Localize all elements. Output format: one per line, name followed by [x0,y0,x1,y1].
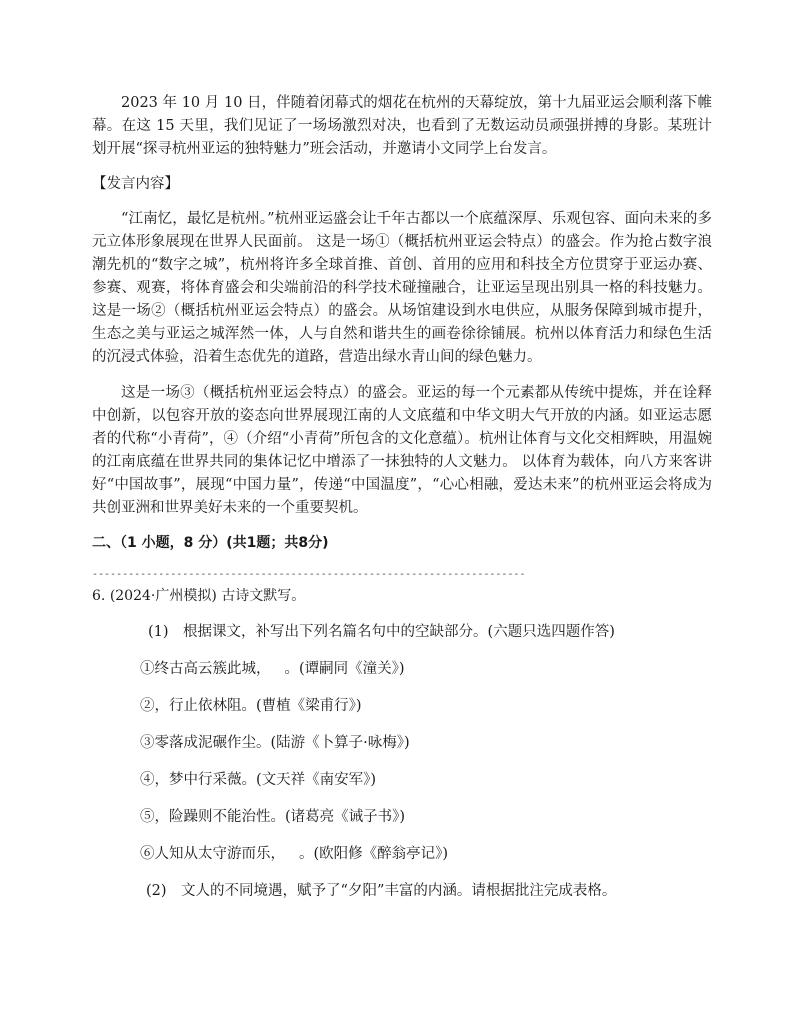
item-source: ，险躁则不能治性。(诸葛亮《诫子书》) [154,809,406,825]
item-text: ③零落成泥碾作尘。 [140,735,271,751]
item-source: 。(欧阳修《醉翁亭记》) [299,846,449,862]
sub-question-1: (1) 根据课文，补写出下列名篇名句中的空缺部分。(六题只选四题作答) [148,624,615,640]
document-page [92,92,712,917]
item-text: ⑤ [140,809,155,825]
item-source: 。(谭嗣同《潼关》) [284,661,405,677]
question-number: 6. [92,588,106,604]
speech-paragraph-1: “江南忆，最忆是杭州。”杭州亚运盛会让千年古都以一个底蕴深厚、乐观包容、面向未来的多元立体形象展现在世界人民面前。 这是一场①（概括杭州亚运会特点）的盛会。作为抢占数字浪潮先机的“数字之城”，杭州将许多全球首推、首创、首用的应用和科技全方位贯穿于亚运办赛、参赛、观赛，将体育盛会和尖端前沿的科学技术碰撞融合，让亚运呈现出别具一格的科技魅力。 这是一场②（概括杭州亚运会特点）的盛会。从场馆建设到水电供应，从服务保障到城市提升，生态之美与亚运之城浑然一体，人与自然和谐共生的画卷徐徐铺展。杭州以体育活力和绿色生活的沉浸式体验，沿着生态优先的道路，营造出绿水青山间的绿色魅力。 [92,211,712,365]
section-two-heading: 二、（1 小题，8 分）(共1题；共8分) [92,535,329,551]
recitation-item-1 [140,658,712,680]
item-source: ，行止依林阻。(曹植《梁甫行》) [154,698,362,714]
speech-heading: 【发言内容】 [92,176,179,192]
item-source: (陆游《卜算子·咏梅》) [270,735,410,751]
intro-paragraph: 2023 年 10 月 10 日，伴随着闭幕式的烟花在杭州的天幕绽放，第十九届亚运会顺利落下帷幕。在这 15 天里，我们见证了一场场激烈对决，也看到了无数运动员顽强拼搏的身影。某班计划开展“探寻杭州亚运的独特魅力”班会活动，并邀请小文同学上台发言。 [92,95,712,157]
item-text: ④ [140,772,155,788]
question-source: (2024·广州模拟) [109,588,217,604]
recitation-item-5 [140,806,712,828]
sub-question-2: (2) 文人的不同境遇，赋予了“夕阳”丰富的内涵。请根据批注完成表格。 [146,883,617,899]
recitation-item-6 [140,843,712,865]
recitation-item-3 [140,732,712,754]
recitation-item-2 [140,695,712,717]
item-source: ，梦中行采薇。(文天祥《南安军》) [154,772,377,788]
speech-paragraph-2: 这是一场③（概括杭州亚运会特点）的盛会。亚运的每一个元素都从传统中提炼，并在诠释中创新，以包容开放的姿态向世界展现江南的人文底蕴和中华文明大气开放的内涵。如亚运志愿者的代称“小青荷”，④（介绍“小青荷”所包含的文化意蕴）。杭州让体育与文化交相辉映，用温婉的江南底蕴在世界共同的集体记忆中增添了一抹独特的人文魅力。 以体育为载体，向八方来客讲好“中国故事”，展现“中国力量”，传递“中国温度”，“心心相融，爱达未来”的杭州亚运会将成为共创亚洲和世界美好未来的一个重要契机。 [92,385,712,516]
item-text: ⑥人知从太守游而乐， [140,846,285,862]
divider-line: ------------------------------------------------------------------------ [92,569,526,580]
item-text: ② [140,698,155,714]
recitation-item-4 [140,769,712,791]
question-6-title [92,585,712,607]
item-text: ①终古高云簇此城， [140,661,271,677]
question-text: 古诗文默写。 [221,588,306,604]
